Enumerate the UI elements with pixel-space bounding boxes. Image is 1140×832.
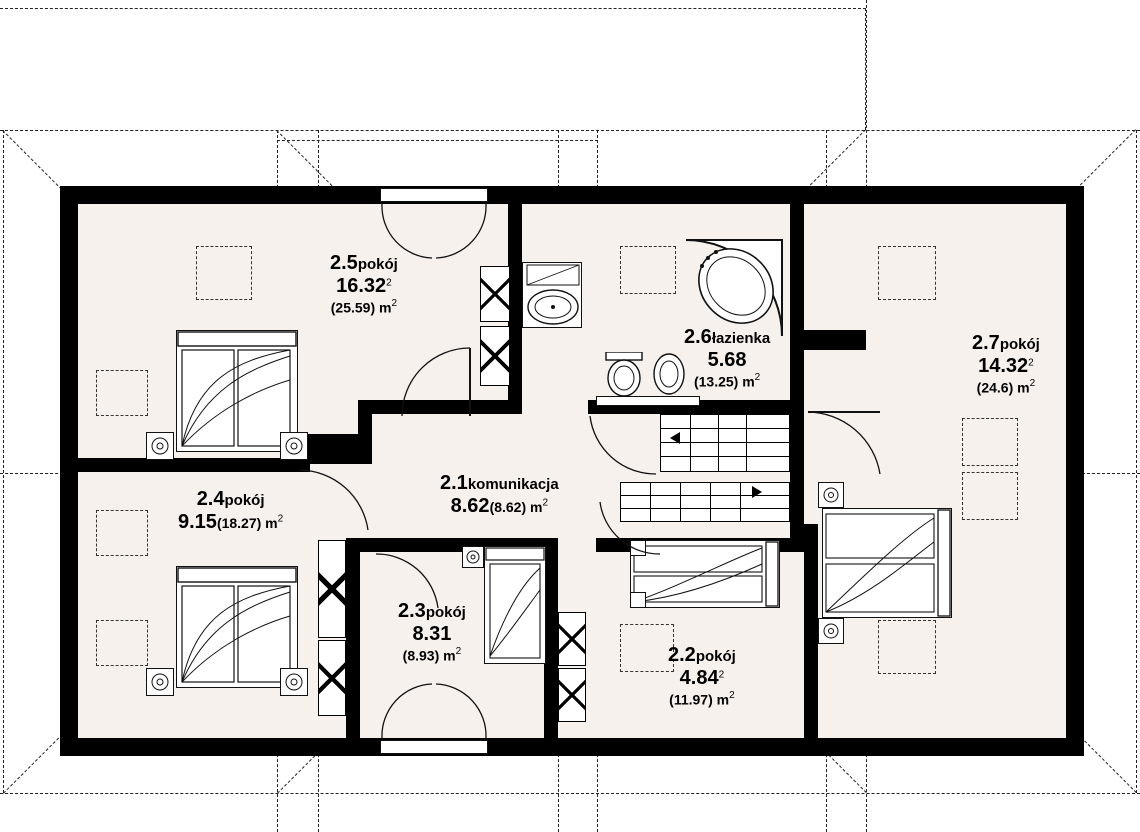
toilet-icon <box>604 352 644 398</box>
interior-wall <box>60 458 310 472</box>
nightstand-lamp-icon <box>818 482 844 508</box>
projection-line <box>0 793 1140 794</box>
projection-line <box>277 140 598 141</box>
area-superscript: 2 <box>1029 378 1036 389</box>
room-area-alt: (18.27) m <box>216 515 278 531</box>
furniture-outline <box>620 624 674 672</box>
chimney-shaft <box>558 668 586 722</box>
window-frame <box>380 740 488 754</box>
nightstand-lamp-icon <box>818 618 844 644</box>
room-area: 5.68 <box>707 349 747 371</box>
furniture-outline <box>96 620 148 666</box>
room-area-alt: (8.93) m <box>402 647 456 664</box>
furniture-outline <box>962 472 1018 520</box>
furniture-outline <box>962 418 1018 466</box>
nightstand-lamp-icon <box>280 432 308 460</box>
area-superscript: 2 <box>455 646 462 657</box>
interior-wall <box>790 414 804 538</box>
stair-direction-arrows <box>660 414 790 524</box>
projection-line <box>0 130 1140 131</box>
bidet-icon <box>652 352 686 396</box>
interior-wall <box>804 330 866 350</box>
washbasin-icon <box>524 286 582 328</box>
room-area-alt: (13.25) m <box>693 373 755 390</box>
area-superscript: 2 <box>386 277 392 289</box>
area-superscript: 2 <box>391 298 398 309</box>
nightstand <box>630 592 646 608</box>
room-area-alt: (24.6) m <box>976 379 1030 396</box>
area-superscript: 2 <box>1028 357 1034 369</box>
room-name: pokój <box>695 648 736 665</box>
area-superscript: 2 <box>754 372 761 383</box>
double-bed-detail <box>822 508 952 618</box>
room-label-2-4 <box>178 488 283 534</box>
room-label-2-1 <box>440 472 559 518</box>
chimney-shaft <box>480 266 510 322</box>
interior-wall <box>346 538 360 756</box>
room-number: 2.7 <box>972 332 1000 354</box>
exterior-wall-bottom <box>60 738 1084 756</box>
chimney-shaft <box>318 640 346 716</box>
room-number: 2.4 <box>196 488 225 510</box>
chimney-shaft <box>480 326 510 386</box>
room-area: 4.84 <box>679 667 719 689</box>
area-superscript: 2 <box>542 497 549 509</box>
nightstand-lamp-icon <box>146 668 174 696</box>
nightstand-lamp-icon <box>462 546 484 568</box>
room-area: 9.15 <box>178 511 217 533</box>
projection-line <box>3 130 4 793</box>
exterior-wall-top <box>60 186 1084 204</box>
interior-wall <box>508 186 522 406</box>
room-number: 2.2 <box>668 644 696 666</box>
room-number: 2.3 <box>398 600 426 622</box>
room-number: 2.6 <box>684 326 712 348</box>
chimney-shaft <box>558 612 586 666</box>
room-area: 14.32 <box>978 355 1029 377</box>
interior-wall <box>790 186 804 414</box>
room-number: 2.5 <box>330 252 358 274</box>
room-name: łazienka <box>711 330 771 347</box>
room-name: pokój <box>425 604 466 621</box>
mirror-icon <box>526 264 580 286</box>
room-label-2-3 <box>398 600 466 666</box>
single-bed-detail <box>484 546 546 664</box>
room-name: pokój <box>224 492 265 509</box>
nightstand-lamp-icon <box>280 668 308 696</box>
furniture-outline <box>96 510 148 556</box>
room-label-2-5 <box>330 252 398 318</box>
room-area: 8.31 <box>412 623 452 645</box>
room-area-alt: (25.59) m <box>330 299 392 316</box>
door-icon <box>806 410 882 476</box>
interior-wall <box>804 524 818 756</box>
bathroom-counter <box>596 396 700 406</box>
room-area-alt: (8.62) m <box>489 499 543 515</box>
chimney-shaft <box>318 540 346 638</box>
door-icon <box>588 414 660 476</box>
room-name: komunikacja <box>467 476 559 493</box>
nightstand-lamp-icon <box>146 432 174 460</box>
furniture-outline <box>620 246 676 294</box>
area-superscript: 2 <box>729 690 735 701</box>
projection-line <box>1136 130 1137 793</box>
interior-wall <box>358 400 372 464</box>
projection-line <box>0 8 866 9</box>
area-superscript: 2 <box>718 669 725 681</box>
door-icon <box>598 500 662 556</box>
room-label-2-7 <box>972 332 1040 398</box>
furniture-outline <box>878 246 936 300</box>
room-area: 8.62 <box>450 495 490 517</box>
room-number: 2.1 <box>440 472 468 494</box>
door-icon <box>296 468 370 532</box>
room-name: pokój <box>357 256 398 273</box>
furniture-outline <box>878 620 936 674</box>
room-name: pokój <box>999 336 1040 353</box>
room-area-alt: (11.97) m <box>669 691 730 708</box>
room-area: 16.32 <box>336 275 387 297</box>
furniture-outline <box>196 246 252 300</box>
room-label-2-2 <box>668 644 736 710</box>
exterior-wall-right <box>1066 186 1084 756</box>
bathtub-icon <box>684 238 784 338</box>
room-label-2-6 <box>684 326 770 392</box>
double-door-icon <box>380 682 488 740</box>
interior-wall <box>544 538 558 756</box>
interior-wall <box>790 524 818 538</box>
window-frame <box>380 188 488 202</box>
area-superscript: 2 <box>277 513 284 525</box>
furniture-outline <box>96 370 148 416</box>
door-icon <box>400 346 472 418</box>
